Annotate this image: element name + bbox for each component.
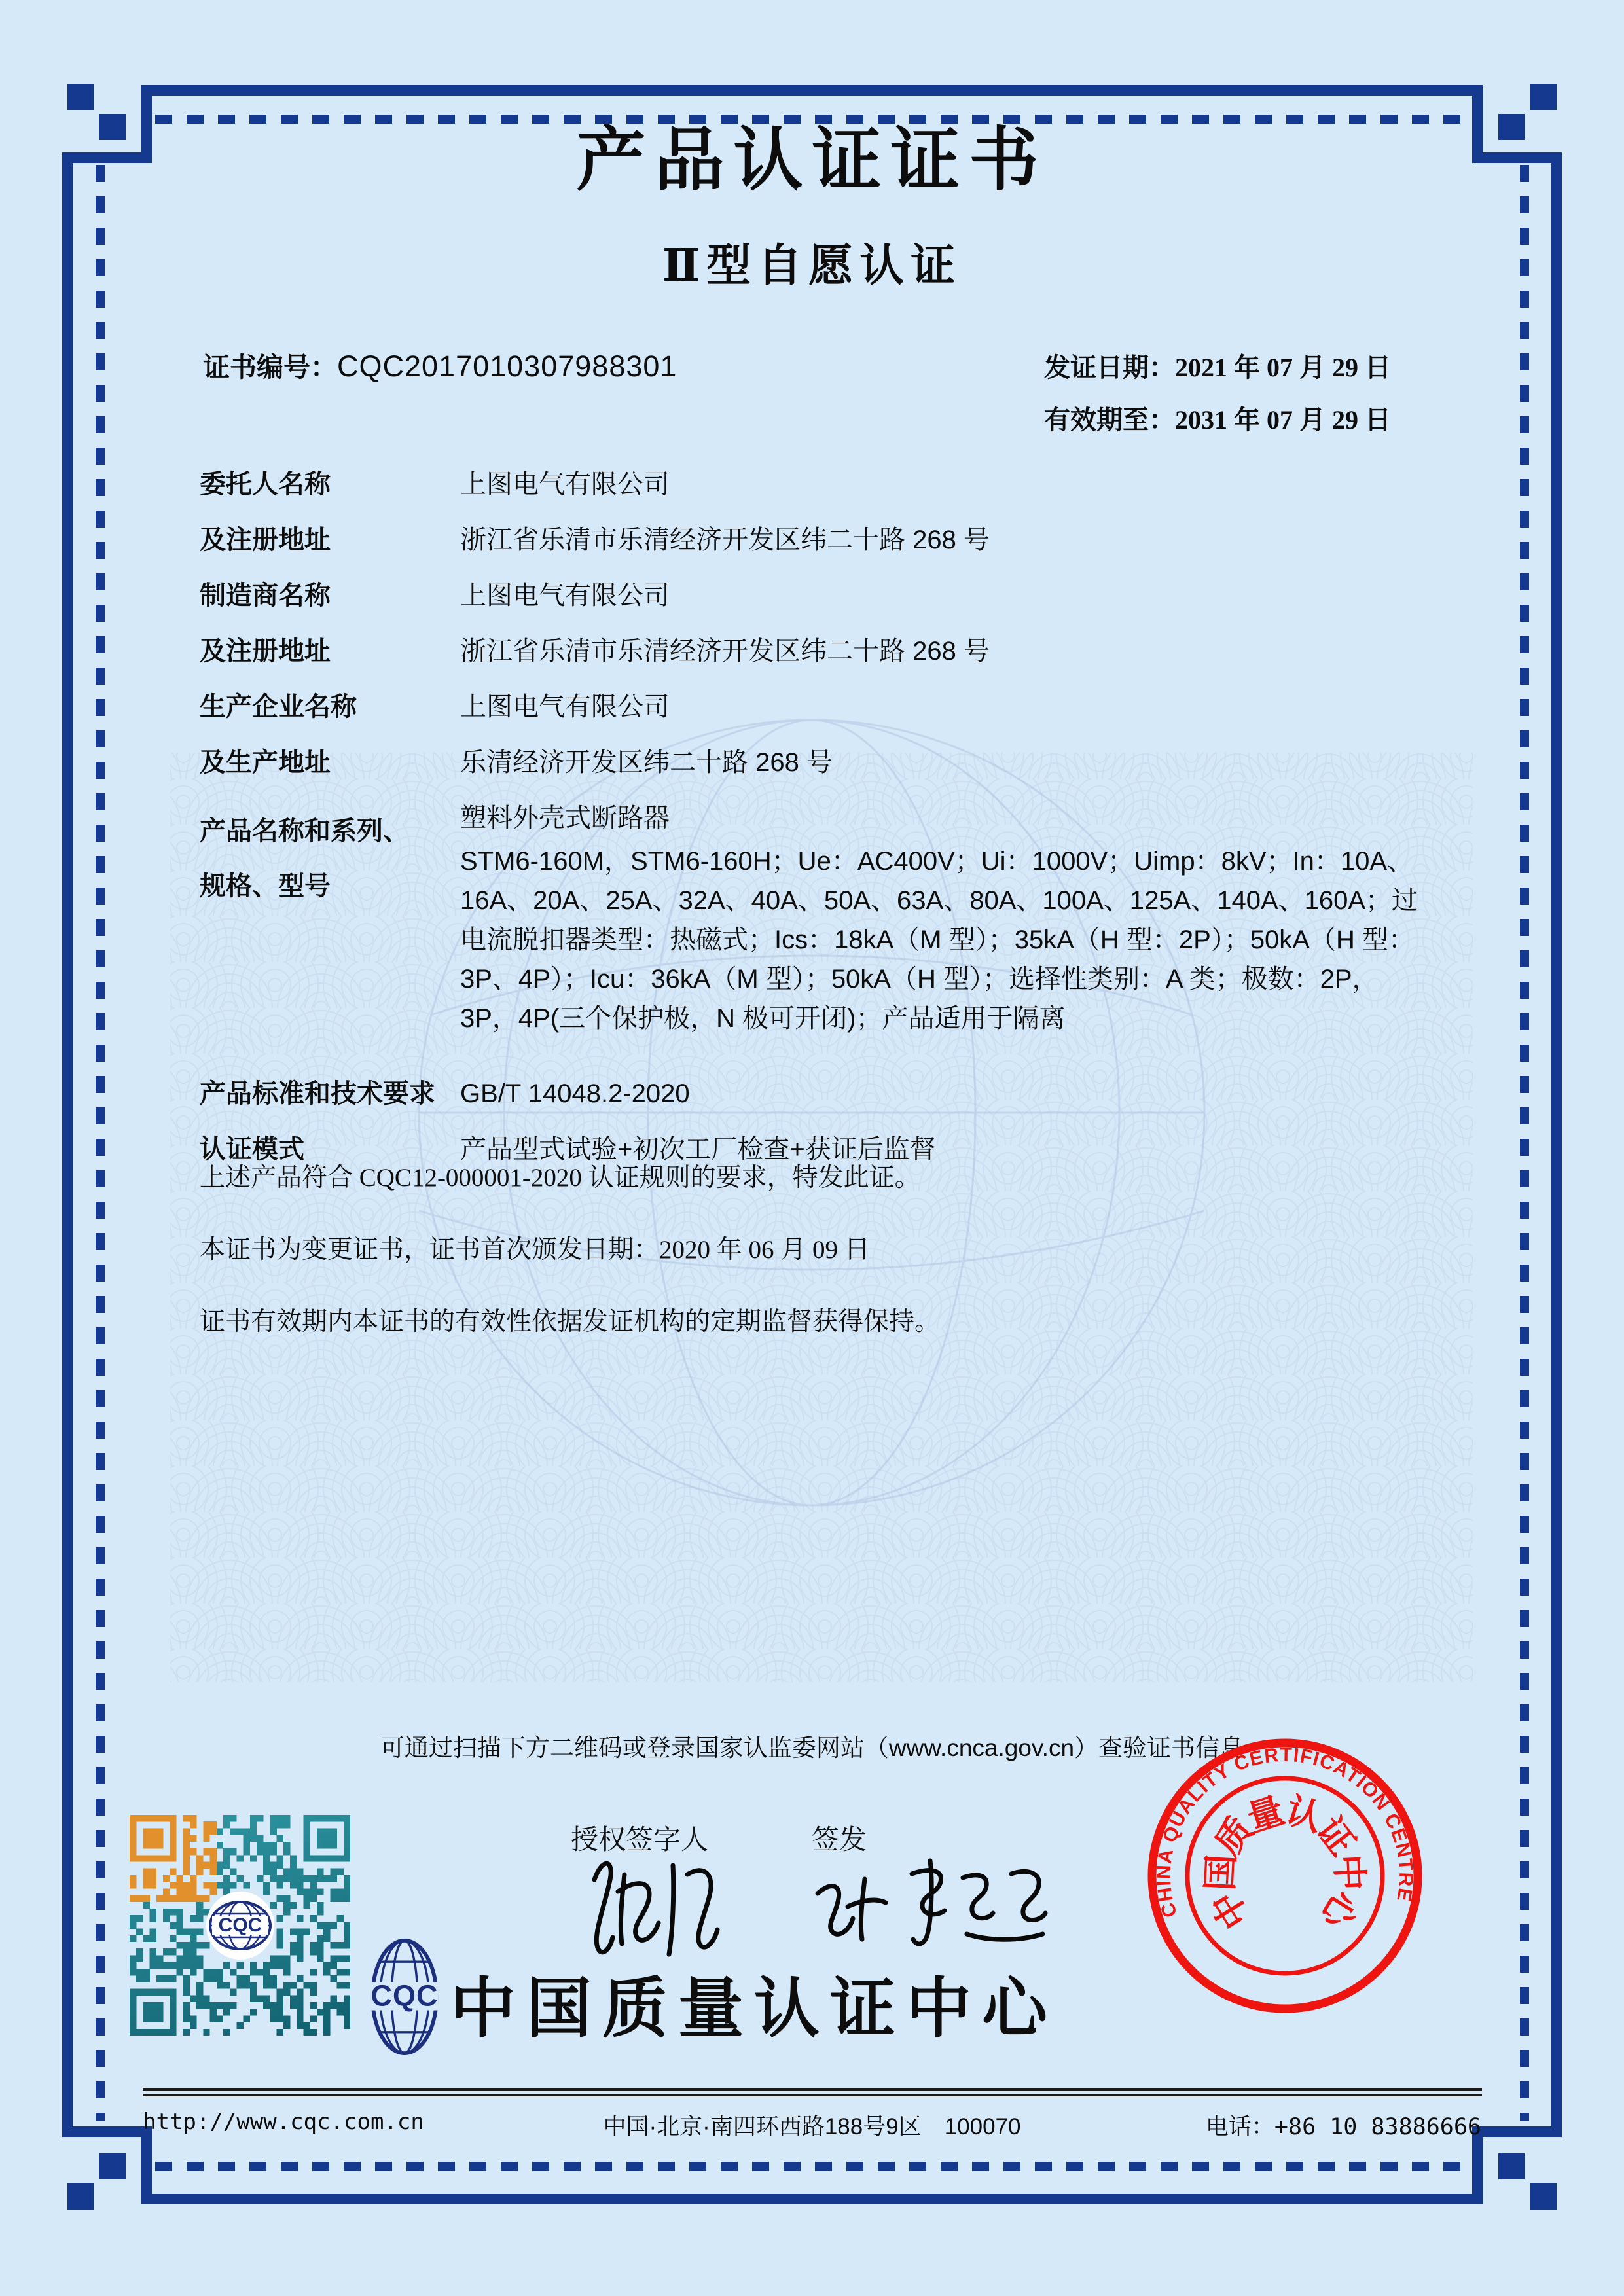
issuer-signature [802, 1856, 1064, 1954]
cert-mode-value: 产品型式试验+初次工厂检查+获证后监督 [460, 1135, 936, 1164]
field-value: 浙江省乐清市乐清经济开发区纬二十路 268 号 [460, 526, 990, 554]
issue-date-label: 发证日期： [1044, 353, 1175, 382]
cqc-globe-logo [369, 1936, 441, 2058]
page-subtitle: Ⅱ型自愿认证 [662, 241, 962, 291]
statements-block [200, 1157, 1443, 1373]
standard-label: 产品标准和技术要求 [200, 1079, 435, 1108]
field-row-applicant [200, 470, 1437, 499]
product-label-line2: 规格、型号 [200, 872, 331, 901]
product-specs: STM6-160M，STM6-160H；Ue：AC400V；Ui：1000V；Uimp：8kV；In：10A、16A、20A、25A、32A、40A、50A、63A、80A、100A、125A、140A、160A；过电流脱扣器类型：热磁式；Ics：18kA（M 型）；35kA（H 型：2P）；50kA（H 型：3P、4P）；Icu：36kA（M 型）；50kA（H 型）；选择性类别：A 类；极数：2P，3P，4P(三个保护极，N 极可开闭)；产品适用于隔离 [460, 847, 1418, 1033]
svg-text:认: 认 [1280, 1790, 1327, 1839]
statement-first-issue: 本证书为变更证书，证书首次颁发日期：2020 年 06 月 09 日 [200, 1236, 870, 1264]
footer-rule-top [143, 2088, 1482, 2091]
dates-block [1044, 342, 1391, 446]
seal-center-text [1200, 1790, 1369, 1937]
qr-center-logo [198, 1890, 283, 1962]
svg-text:量: 量 [1242, 1790, 1290, 1839]
footer-rule-bottom [143, 2094, 1482, 2096]
field-row-applicant-address [200, 526, 1437, 554]
field-label: 制造商名称 [200, 581, 331, 610]
org-logo-text: CQC [370, 1979, 439, 2013]
fields-table [200, 470, 1437, 1191]
field-row-manufacturer [200, 581, 1437, 610]
field-value: 上图电气有限公司 [460, 581, 670, 610]
authorized-signatory-label: 授权签字人 [571, 1824, 709, 1855]
seal-ring-text: CHINA QUALITY CERTIFICATION CENTRE [1153, 1744, 1417, 1920]
authorized-signature [576, 1846, 733, 1967]
field-row-factory-address [200, 748, 1437, 777]
standard-value: GB/T 14048.2-2020 [460, 1079, 690, 1108]
certificate-number: CQC2017010307988301 [337, 350, 677, 383]
field-label: 委托人名称 [200, 470, 331, 499]
field-row-manufacturer-address [200, 637, 1437, 666]
spacer [200, 1065, 1437, 1079]
field-label: 及注册地址 [200, 526, 331, 554]
product-name: 塑料外壳式断路器 [460, 804, 670, 833]
issue-date: 2021 年 07 月 29 日 [1175, 353, 1391, 382]
svg-text:中: 中 [1328, 1854, 1370, 1892]
verification-note: 可通过扫描下方二维码或登录国家认监委网站（www.cnca.gov.cn）查验证书信息 [380, 1734, 1244, 1761]
svg-text:中: 中 [1204, 1884, 1257, 1936]
field-label: 及注册地址 [200, 637, 331, 666]
field-row-factory [200, 692, 1437, 721]
footer-url: http://www.cqc.com.cn [143, 2109, 424, 2135]
field-label: 及生产地址 [200, 748, 331, 777]
field-value: 乐清经济开发区纬二十路 268 号 [460, 748, 833, 777]
product-value [460, 804, 1437, 1038]
svg-text:CHINA QUALITY CERTIFICATION [1153, 1744, 1417, 1920]
field-label: 生产企业名称 [200, 692, 357, 721]
footer-phone: 电话：+86 10 83886666 [1205, 2114, 1481, 2140]
cert-mode-label: 认证模式 [200, 1135, 304, 1164]
issue-date-row [1044, 342, 1391, 394]
valid-until-date: 2031 年 07 月 29 日 [1175, 405, 1391, 435]
qr-logo-text: CQC [218, 1914, 262, 1936]
certificate-number-row [203, 346, 677, 384]
valid-until-row [1044, 394, 1391, 446]
official-red-seal [1142, 1733, 1428, 2018]
field-value: 浙江省乐清市乐清经济开发区纬二十路 268 号 [460, 637, 990, 666]
svg-text:国: 国 [1200, 1854, 1242, 1892]
statement-compliance: 上述产品符合 CQC12-000001-2020 认证规则的要求，特发此证。 [200, 1164, 920, 1192]
page-title: 产品认证证书 [576, 122, 1048, 199]
field-row-product [200, 804, 1437, 1038]
issuer-label: 签发 [812, 1824, 867, 1855]
statement-validity: 证书有效期内本证书的有效性依据发证机构的定期监督获得保持。 [200, 1308, 941, 1336]
organization-name: 中国质量认证中心 [450, 1972, 1058, 2045]
svg-text:质: 质 [1207, 1810, 1261, 1863]
valid-until-label: 有效期至： [1044, 405, 1175, 435]
svg-text:证: 证 [1308, 1810, 1363, 1863]
product-label [200, 804, 460, 1038]
certificate-number-label: 证书编号： [203, 352, 337, 382]
product-label-line1: 产品名称和系列、 [200, 817, 409, 846]
field-value: 上图电气有限公司 [460, 692, 670, 721]
field-row-standard [200, 1079, 1437, 1108]
field-value: 上图电气有限公司 [460, 470, 670, 499]
svg-text:心: 心 [1312, 1884, 1366, 1936]
footer-address: 中国·北京·南四环西路188号9区 100070 [603, 2114, 1021, 2140]
